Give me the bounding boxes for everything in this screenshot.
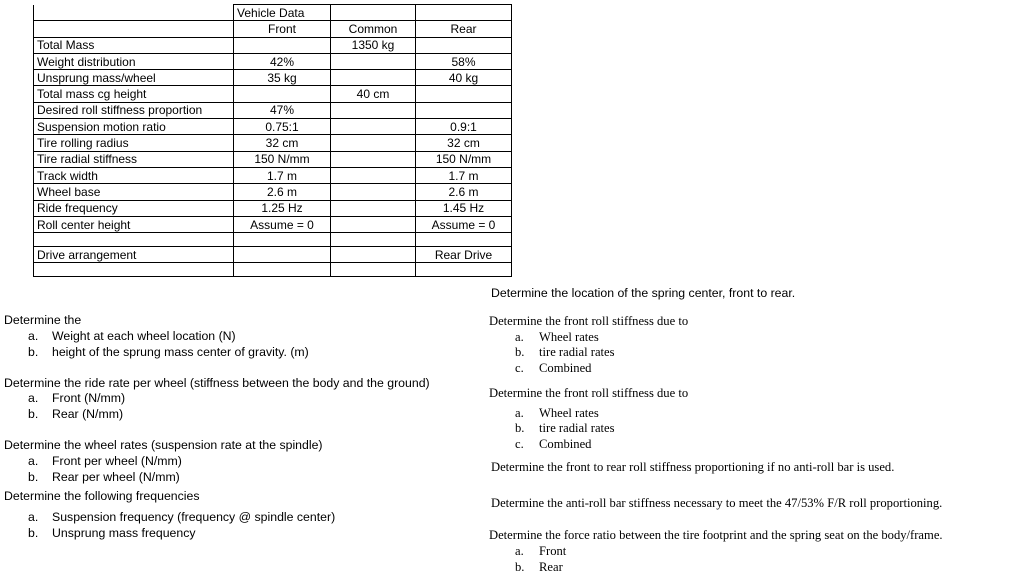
question-heading: Determine the front to rear roll stiffness proportioning if no anti-roll bar is used. [491,460,895,474]
question-item: height of the sprung mass center of gravity. (m) [52,345,309,359]
question-heading: Determine the front roll stiffness due to [489,314,689,328]
question-marker: a. [28,454,39,468]
question-marker: b. [28,526,39,540]
row-label: Tire rolling radius [34,135,234,151]
table-row [34,37,512,53]
question-heading: Determine the force ratio between the tire footprint and the spring seat on the body/frame. [489,528,943,542]
table-row-drive [34,247,512,263]
question-item: Rear [539,560,563,574]
table-row [34,70,512,86]
table-title-row [34,5,512,21]
row-label: Desired roll stiffness proportion [34,102,234,118]
question-heading: Determine the wheel rates (suspension rate at the spindle) [4,438,323,452]
cell-front: Assume = 0 [234,216,331,232]
cell-front: 42% [234,53,331,69]
question-marker: b. [515,345,525,359]
cell-common [331,53,416,69]
cell-front: 150 N/mm [234,151,331,167]
cell-rear: 1.45 Hz [416,200,512,216]
question-heading: Determine the following frequencies [4,489,200,503]
row-label: Suspension motion ratio [34,119,234,135]
question-item: tire radial rates [539,345,615,359]
cell-common [331,184,416,200]
row-label: Weight distribution [34,53,234,69]
cell-rear: 2.6 m [416,184,512,200]
cell-common [331,70,416,86]
cell-front: 47% [234,102,331,118]
question-item: Rear per wheel (N/mm) [52,470,180,484]
cell-rear [416,86,512,102]
table-row [34,167,512,183]
table-row [34,200,512,216]
table-row [34,53,512,69]
question-item: Front (N/mm) [52,391,126,405]
cell-rear: 40 kg [416,70,512,86]
question-marker: c. [515,437,524,451]
row-label: Ride frequency [34,200,234,216]
table-row [34,151,512,167]
vehicle-data-table [33,4,512,277]
cell-front [234,86,331,102]
cell-front: 1.7 m [234,167,331,183]
question-heading: Determine the location of the spring center, front to rear. [491,286,796,300]
cell-rear: 1.7 m [416,167,512,183]
question-heading: Determine the ride rate per wheel (stiffness between the body and the ground) [4,376,430,390]
header-rear: Rear [416,21,512,37]
row-label: Total mass cg height [34,86,234,102]
row-label: Wheel base [34,184,234,200]
question-marker: b. [28,470,39,484]
row-label: Unsprung mass/wheel [34,70,234,86]
cell-rear: Rear Drive [416,247,512,263]
question-marker: a. [515,406,524,420]
question-item: Unsprung mass frequency [52,526,196,540]
question-marker: b. [28,345,39,359]
table-row [34,184,512,200]
cell-rear [416,102,512,118]
question-item: Front per wheel (N/mm) [52,454,182,468]
cell-common: 1350 kg [331,37,416,53]
question-item: Front [539,544,567,558]
cell-common [331,200,416,216]
cell-front: 35 kg [234,70,331,86]
row-label: Roll center height [34,216,234,232]
question-item: tire radial rates [539,421,615,435]
question-marker: a. [28,391,39,405]
table-row-empty [34,263,512,277]
header-common: Common [331,21,416,37]
row-label: Tire radial stiffness [34,151,234,167]
question-item: Wheel rates [539,406,599,420]
table-row [34,216,512,232]
question-item: Wheel rates [539,330,599,344]
question-item: Rear (N/mm) [52,407,124,421]
table-row [34,135,512,151]
question-heading: Determine the front roll stiffness due to [489,386,689,400]
cell-front: 2.6 m [234,184,331,200]
cell-common [331,135,416,151]
cell-front: 32 cm [234,135,331,151]
question-item: Weight at each wheel location (N) [52,329,236,343]
header-front: Front [234,21,331,37]
question-marker: a. [515,330,524,344]
question-marker: a. [28,329,39,343]
cell-rear: 150 N/mm [416,151,512,167]
question-item: Combined [539,437,592,451]
question-marker: c. [515,361,524,375]
question-marker: b. [28,407,39,421]
table-header-row [34,21,512,37]
question-marker: b. [515,421,525,435]
question-item: Suspension frequency (frequency @ spindle center) [52,510,336,524]
table-title: Vehicle Data [234,5,331,21]
question-heading: Determine the anti-roll bar stiffness necessary to meet the 47/53% F/R roll proportioning. [491,496,943,510]
row-label: Track width [34,167,234,183]
cell-front: 0.75:1 [234,119,331,135]
cell-common [331,119,416,135]
table-row [34,86,512,102]
cell-common [331,151,416,167]
cell-common: 40 cm [331,86,416,102]
row-label: Total Mass [34,37,234,53]
question-item: Combined [539,361,592,375]
cell-rear: 32 cm [416,135,512,151]
question-marker: a. [28,510,39,524]
table-row [34,102,512,118]
cell-common [331,102,416,118]
table-row-empty [34,233,512,247]
question-heading: Determine the [4,313,82,327]
cell-rear [416,37,512,53]
question-marker: b. [515,560,525,574]
cell-common [331,167,416,183]
table-row [34,119,512,135]
cell-common [331,216,416,232]
question-marker: a. [515,544,524,558]
cell-rear: Assume = 0 [416,216,512,232]
cell-front [234,37,331,53]
cell-front: 1.25 Hz [234,200,331,216]
cell-rear: 0.9:1 [416,119,512,135]
cell-rear: 58% [416,53,512,69]
row-label: Drive arrangement [34,247,234,263]
